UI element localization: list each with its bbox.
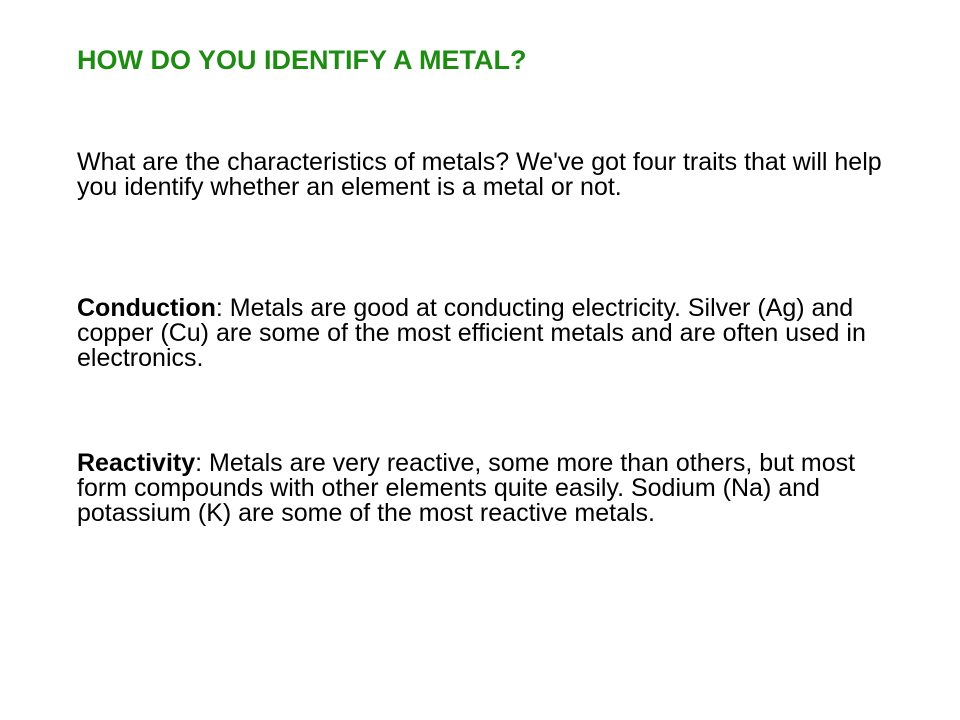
trait-description-conduction: : Metals are good at conducting electricity. Silver (Ag) and copper (Cu) are some of the most efficient metals and are often used in electronics.	[77, 294, 866, 372]
trait-term-conduction: Conduction	[77, 294, 216, 322]
slide-title: HOW DO YOU IDENTIFY A METAL?	[77, 45, 527, 75]
intro-paragraph: What are the characteristics of metals? We've got four traits that will help you identify whether an element is a metal or not.	[77, 148, 882, 201]
trait-description-reactivity: : Metals are very reactive, some more than others, but most form compounds with other elements quite easily. Sodium (Na) and potassium (K) are some of the most reactive metals.	[77, 449, 856, 527]
trait-paragraph-reactivity	[77, 451, 907, 526]
trait-term-reactivity: Reactivity	[77, 449, 196, 477]
trait-paragraph-conduction	[77, 296, 907, 371]
